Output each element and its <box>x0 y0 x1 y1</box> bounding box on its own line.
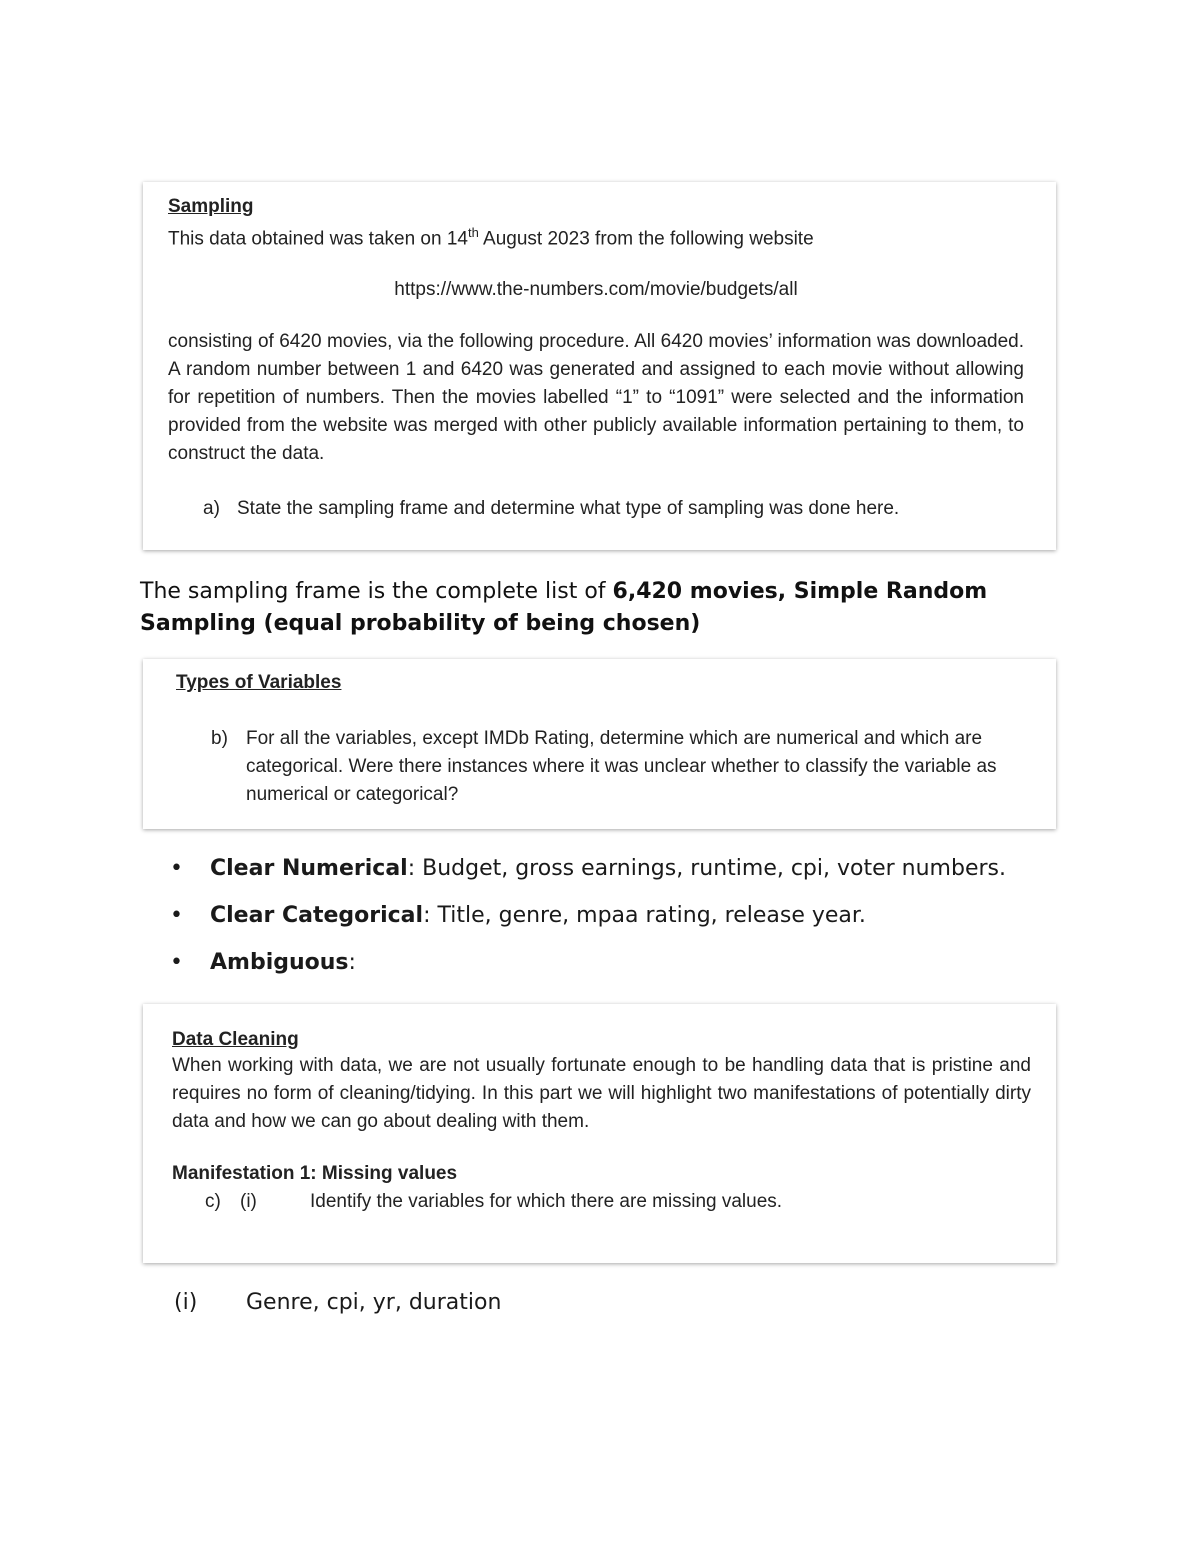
question-c-text: Identify the variables for which there are missing values. <box>310 1191 783 1212</box>
question-b-label: b) <box>211 728 228 749</box>
question-a <box>168 495 1024 523</box>
answer-b-list <box>170 856 1070 997</box>
question-a-label: a) <box>203 498 220 520</box>
question-c <box>172 1188 1031 1216</box>
list-item: • Ambiguous: <box>170 950 356 975</box>
answer-c-text: Genre, cpi, yr, duration <box>246 1290 502 1315</box>
sampling-paragraph: consisting of 6420 movies, via the following procedure. All 6420 movies’ information was downloaded. A random number between 1 and 6420 was generated and assigned to each movie without allowing for repetition of numbers. Then the movies labelled “1” to “1091” were selected and the information provided from the website was merged with other publicly available information pertaining to them, to construct the data. <box>168 331 1024 465</box>
list-item: • Clear Numerical: Budget, gross earnings, runtime, cpi, voter numbers. <box>170 856 1006 881</box>
bullet-icon: • <box>170 950 183 975</box>
answer-a: The sampling frame is the complete list of 6,420 movies, Simple Random Sampling (equal probability of being chosen) <box>140 579 988 636</box>
bullet-icon: • <box>170 856 183 881</box>
cleaning-question-box <box>143 1004 1056 1263</box>
answer-c <box>174 1290 501 1315</box>
sampling-question-box <box>143 182 1056 550</box>
sampling-url: https://www.the-numbers.com/movie/budgets/all <box>394 279 798 301</box>
question-a-text: State the sampling frame and determine what type of sampling was done here. <box>237 498 900 520</box>
variables-heading: Types of Variables <box>176 672 342 693</box>
question-c-sublabel: (i) <box>240 1191 257 1212</box>
answer-c-number: (i) <box>174 1290 198 1315</box>
sampling-heading: Sampling <box>168 196 254 217</box>
question-c-label: c) <box>205 1191 221 1212</box>
cleaning-paragraph: When working with data, we are not usually fortunate enough to be handling data that is pristine and requires no form of cleaning/tidying. In this part we will highlight two manifestations of potentially dirty data and how we can go about dealing with them. <box>172 1055 1031 1132</box>
question-b-text: For all the variables, except IMDb Rating, determine which are numerical and which are categorical. Were there instances where it was unclear whether to classify the variable as numerical or categorical? <box>246 728 997 805</box>
variables-question-box <box>143 659 1056 829</box>
sampling-intro: This data obtained was taken on 14th August 2023 from the following website <box>168 225 814 250</box>
cleaning-heading: Data Cleaning <box>172 1029 299 1050</box>
question-b <box>176 725 1028 809</box>
cleaning-subheading: Manifestation 1: Missing values <box>172 1163 458 1184</box>
list-item: • Clear Categorical: Title, genre, mpaa rating, release year. <box>170 903 866 928</box>
bullet-icon: • <box>170 903 183 928</box>
